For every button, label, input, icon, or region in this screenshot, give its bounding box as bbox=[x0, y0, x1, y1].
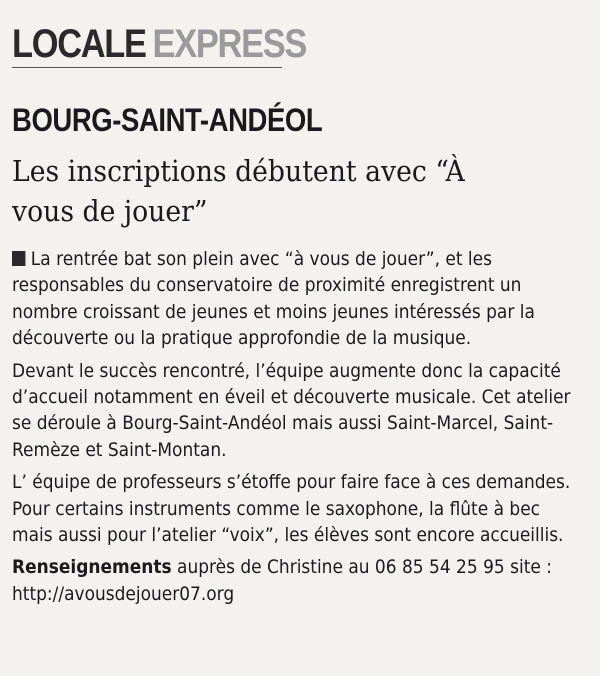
header-rule bbox=[12, 67, 282, 68]
rubric-express: EXPRESS bbox=[152, 22, 307, 66]
info-text: auprès de Christine au 06 85 54 25 95 site : http://avousdejouer07.org bbox=[12, 556, 552, 605]
section-rubric bbox=[12, 22, 306, 67]
paragraph-2: Devant le succès rencontré, l’équipe augmente donc la capacité d’accueil notamment en éveil et découverte musicale. Cet atelier se déroule à Bourg-Saint-Andéol mais aussi Saint-Marcel, Saint-Remèze et Saint-Montan. bbox=[12, 359, 571, 461]
article-headline: Les inscriptions débutent avec “À vous de jouer” bbox=[12, 154, 465, 228]
paragraph-1-text: La rentrée bat son plein avec “à vous de jouer”, et les responsables du conservatoire de proximité enregistrent un nombre croissant de jeunes et moins jeunes intéressés par la découverte ou la pratique approfondie de la musique. bbox=[12, 248, 535, 350]
rubric-locale: LOCALE bbox=[12, 22, 146, 66]
info-label: Renseignements bbox=[12, 556, 172, 579]
black-square-icon bbox=[12, 251, 25, 266]
article-body bbox=[12, 246, 585, 613]
section-header bbox=[12, 22, 354, 67]
paragraph-1 bbox=[12, 246, 585, 352]
article-city: BOURG-SAINT-ANDÉOL bbox=[12, 102, 323, 138]
info-paragraph bbox=[12, 554, 585, 607]
paragraph-3: L’ équipe de professeurs s’étoffe pour faire face à ces demandes. Pour certains instruments comme le saxophone, la flûte à bec mais aussi pour l’atelier “voix”, les élèves sont encore accueillis. bbox=[12, 471, 571, 547]
